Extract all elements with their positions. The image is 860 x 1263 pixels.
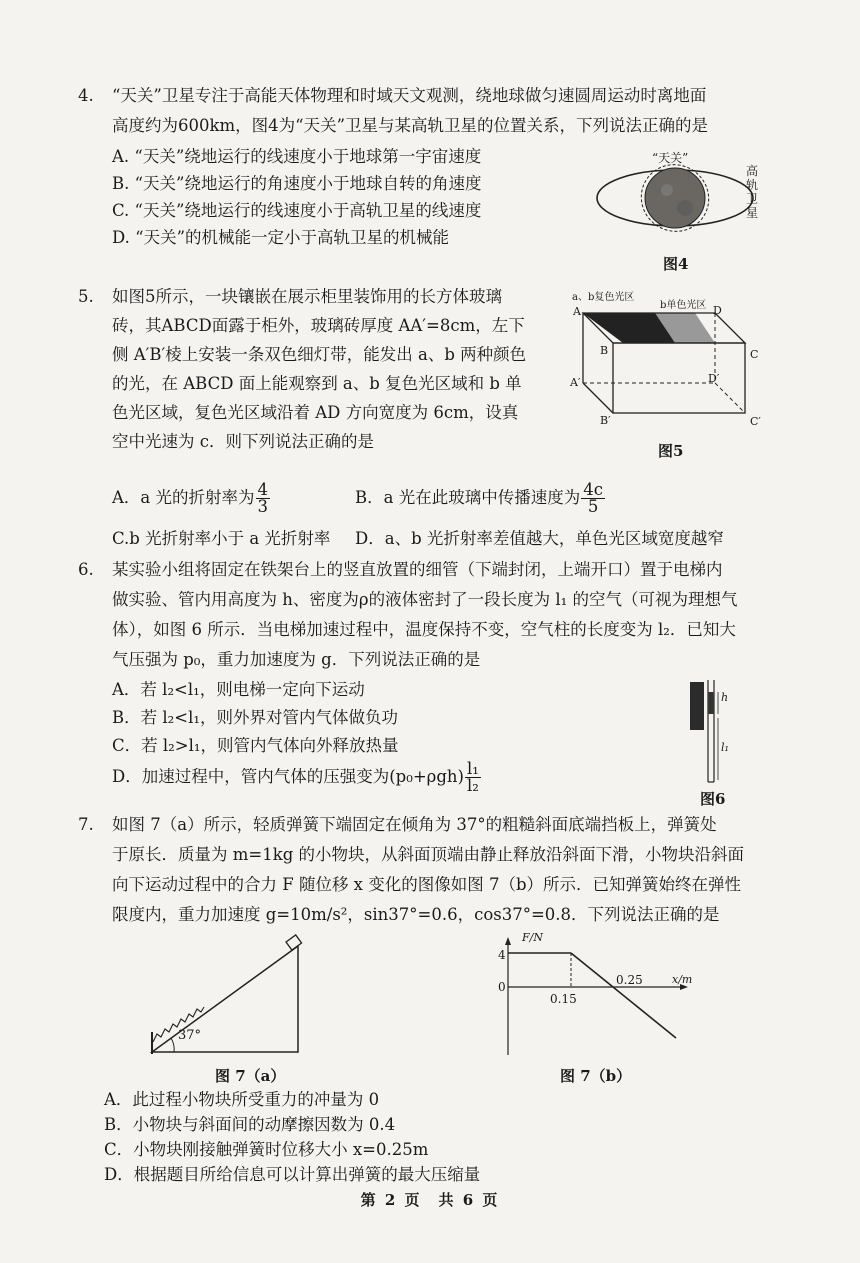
q5-option-a-text: A．a 光的折射率为 (112, 488, 255, 507)
q6-option-a: A．若 l₂<l₁，则电梯一定向下运动 (112, 680, 365, 699)
fig7b-tick-025: 0.25 (616, 973, 643, 987)
fig4-label-tianguan: “天关” (652, 151, 689, 165)
q5-line6: 空中光速为 c．则下列说法正确的是 (112, 432, 374, 451)
q5-option-a-den: 3 (257, 497, 268, 516)
q5-option-b (355, 478, 606, 518)
fig6-label-h: h (721, 691, 729, 704)
q5-line3: 侧 A′B′棱上安装一条双色细灯带，能发出 a、b 两种颜色 (112, 345, 527, 364)
q6-option-d (112, 757, 482, 797)
q5-option-b-den: 5 (587, 497, 599, 516)
fig5-vertex-b: B (600, 344, 609, 357)
q5-option-c: C.b 光折射率小于 a 光折射率 (112, 529, 331, 548)
q5-option-a (112, 478, 271, 518)
fig5-vertex-c: C (750, 348, 759, 361)
q4-option-c: C. “天关”绕地运行的线速度小于高轨卫星的线速度 (112, 201, 482, 220)
q7-option-c: C．小物块刚接触弹簧时位移大小 x=0.25m (104, 1140, 429, 1159)
figure-7b-chart (490, 935, 693, 1065)
q4-option-d: D. “天关”的机械能一定小于高轨卫星的机械能 (112, 228, 450, 247)
q6-line1: 某实验小组将固定在铁架台上的竖直放置的细管（下端封闭，上端开口）置于电梯内 (112, 560, 723, 579)
fig5-vertex-d: D (713, 304, 722, 317)
fig5-vertex-a: A (573, 305, 581, 318)
q5-line4: 的光，在 ABCD 面上能观察到 a、b 复色光区域和 b 单 (112, 374, 522, 393)
fig7b-xlabel: x/m (672, 973, 693, 986)
fig5-vertex-c2: C′ (750, 415, 761, 428)
fig7b-tick-4: 4 (498, 948, 506, 962)
fig6-caption: 图6 (700, 790, 726, 808)
fig5-label-single: b单色光区 (660, 300, 707, 311)
q6-option-d-text: D．加速过程中，管内气体的压强变为(p₀+ρgh) (112, 767, 464, 786)
q6-option-d-den: l₂ (467, 776, 479, 795)
earth (645, 168, 705, 228)
q4-number: 4. (78, 86, 94, 105)
small-block (286, 935, 302, 950)
figure-6 (686, 678, 736, 788)
q7-line3: 向下运动过程中的合力 F 随位移 x 变化的图像如图 7（b）所示．已知弹簧始终在弹性 (112, 875, 742, 894)
incline-triangle (152, 946, 298, 1052)
q5-option-b-num: 4c (583, 480, 603, 499)
fig7b-caption: 图 7（b） (560, 1067, 632, 1085)
fig5-label-composite: a、b复色光区 (572, 292, 635, 303)
figure-7a-incline (148, 930, 308, 1060)
graph-segment-2 (613, 987, 676, 1038)
fig7b-tick-015: 0.15 (550, 992, 577, 1006)
q4-stem-line2: 高度约为600km，图4为“天关”卫星与某高轨卫星的位置关系，下列说法正确的是 (112, 116, 709, 135)
fig7b-tick-0: 0 (498, 980, 506, 994)
page-footer: 第 2 页 共 6 页 (360, 1191, 500, 1209)
fig7a-caption: 图 7（a） (215, 1067, 286, 1085)
q6-line2: 做实验、管内用高度为 h、密度为ρ的液体密封了一段长度为 l₁ 的空气（可视为理想气 (112, 590, 738, 609)
q5-option-d: D．a、b 光折射率差值越大，单色光区域宽度越窄 (355, 529, 724, 548)
q7-option-b: B．小物块与斜面间的动摩擦因数为 0.4 (104, 1115, 396, 1134)
q6-line3: 体），如图 6 所示．当电梯加速过程中，温度保持不变，空气柱的长度变为 l₂．已知大 (112, 620, 736, 639)
q7-line2: 于原长．质量为 m=1kg 的小物块，从斜面顶端由静止释放沿斜面下滑，小物块沿斜面 (112, 845, 745, 864)
fig5-vertex-a2: A′ (570, 376, 581, 389)
q4-option-a: A. “天关”绕地运行的线速度小于地球第一宇宙速度 (112, 147, 482, 166)
fig5-caption: 图5 (658, 442, 684, 460)
q7-line4: 限度内，重力加速度 g=10m/s²，sin37°=0.6，cos37°=0.8．下列说法正确的是 (112, 905, 720, 924)
q4-option-b: B. “天关”绕地运行的角速度小于地球自转的角速度 (112, 174, 482, 193)
figure-5 (565, 295, 765, 435)
q7-option-a: A．此过程小物块所受重力的冲量为 0 (104, 1090, 380, 1109)
fig7a-angle: 37° (178, 1028, 202, 1043)
fig4-label-high-orbit: 高轨卫星 (746, 164, 759, 220)
fig5-vertex-d2: D′ (708, 372, 720, 385)
q4-stem-line1: “天关”卫星专注于高能天体物理和时域天文观测，绕地球做匀速圆周运动时离地面 (112, 86, 707, 105)
q5-line2: 砖，其ABCD面露于柜外，玻璃砖厚度 AA′=8cm，左下 (112, 316, 525, 335)
q6-option-d-num: l₁ (467, 759, 479, 778)
graph-segment-1 (571, 953, 613, 987)
q5-line5: 色光区域，复色光区域沿着 AD 方向宽度为 6cm，设真 (112, 403, 519, 422)
q5-number: 5. (78, 287, 94, 306)
fig4-caption: 图4 (663, 255, 689, 273)
q7-line1: 如图 7（a）所示，轻质弹簧下端固定在倾角为 37°的粗糙斜面底端挡板上，弹簧处 (112, 815, 717, 834)
q6-line4: 气压强为 p₀，重力加速度为 g．下列说法正确的是 (112, 650, 481, 669)
q6-option-b: B．若 l₂<l₁，则外界对管内气体做负功 (112, 708, 398, 727)
q7-option-d: D．根据题目所给信息可以计算出弹簧的最大压缩量 (104, 1165, 481, 1184)
q7-number: 7. (78, 815, 94, 834)
q5-option-b-text: B．a 光在此玻璃中传播速度为 (355, 488, 581, 507)
q5-option-a-num: 4 (257, 480, 268, 499)
q6-option-c: C．若 l₂>l₁，则管内气体向外释放热量 (112, 736, 399, 755)
q6-number: 6. (78, 560, 94, 579)
q5-line1: 如图5所示，一块镶嵌在展示柜里装饰用的长方体玻璃 (112, 287, 502, 306)
fig5-vertex-b2: B′ (600, 414, 611, 427)
fig7b-ylabel: F/N (522, 931, 543, 944)
fig6-label-l1: l₁ (721, 741, 729, 754)
